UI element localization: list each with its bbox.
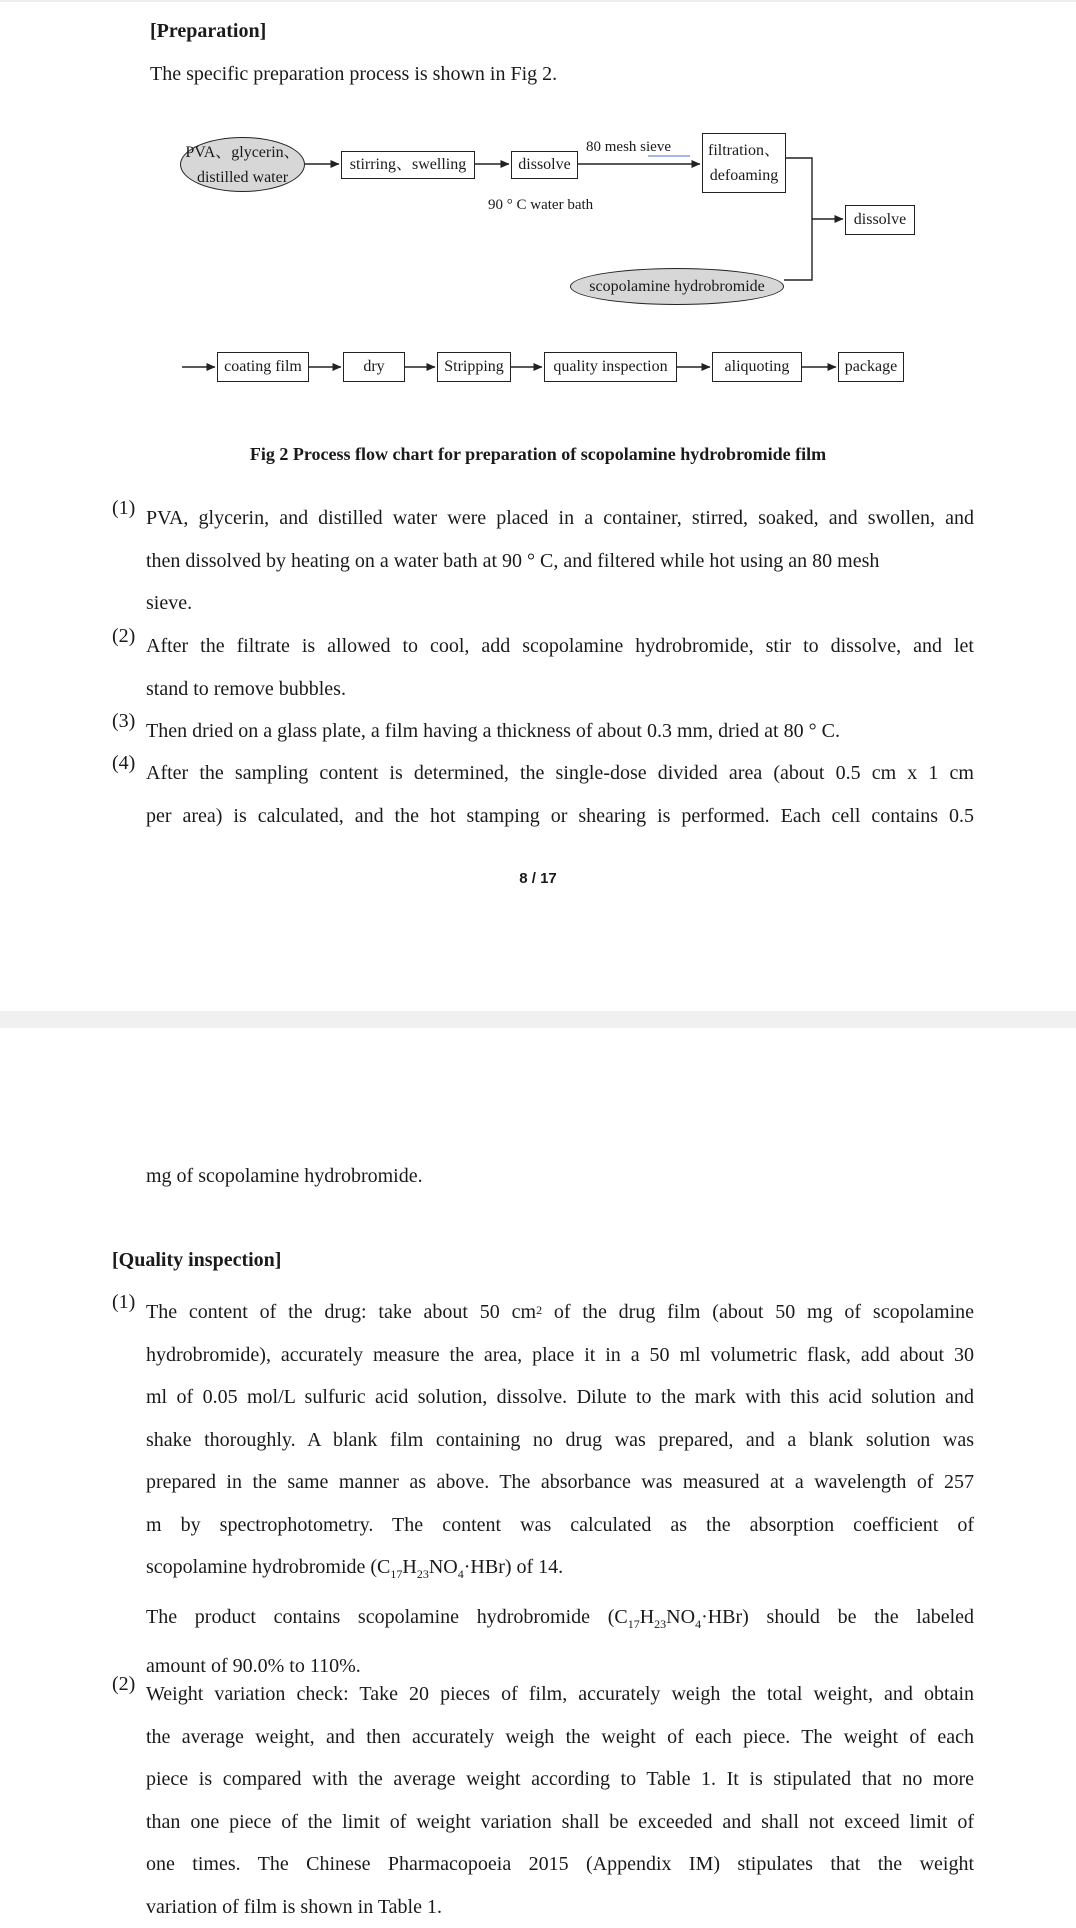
start-node-line2: distilled water bbox=[197, 165, 288, 190]
item-line: m by spectrophotometry. The content was calculated as the absorption coefficient of bbox=[146, 1504, 974, 1547]
subscript: 17 bbox=[390, 1567, 402, 1581]
subscript: 23 bbox=[654, 1617, 666, 1631]
item-line: shake thoroughly. A blank film containing no drug was prepared, and a blank solution was bbox=[146, 1419, 974, 1462]
flow-step-aliquoting: aliquoting bbox=[712, 352, 802, 382]
additive-node-label: scopolamine hydrobromide bbox=[589, 277, 765, 297]
flow-label-water-bath: 90 ° C water bath bbox=[488, 197, 593, 214]
flow-step-dissolve: dissolve bbox=[511, 151, 578, 179]
flow-step-stirring-swelling: stirring、swelling bbox=[341, 151, 475, 179]
item-line: ml of 0.05 mol/L sulfuric acid solution, dissolve. Dilute to the mark with this acid solution and bbox=[146, 1376, 974, 1419]
flow-step-stripping: Stripping bbox=[437, 352, 511, 382]
item-number: (3) bbox=[112, 710, 135, 733]
flow-step-dissolve-2: dissolve bbox=[845, 205, 915, 235]
item-number: (2) bbox=[112, 1673, 135, 1696]
item-number: (4) bbox=[112, 752, 135, 775]
item-line: hydrobromide), accurately measure the area, place it in a 50 ml volumetric flask, add about 30 bbox=[146, 1334, 974, 1377]
text-fragment: · bbox=[464, 1556, 471, 1578]
item-line: Weight variation check: Take 20 pieces of film, accurately weigh the total weight, and obtain bbox=[146, 1673, 974, 1716]
item-line bbox=[146, 1291, 974, 1334]
intro-paragraph: The specific preparation process is shown in Fig 2. bbox=[150, 63, 557, 86]
item-line: the average weight, and then accurately weigh the weight of each piece. The weight of each bbox=[146, 1716, 974, 1759]
subscript: 4 bbox=[695, 1617, 701, 1631]
text-fragment: of the drug film (about 50 mg of scopolamine bbox=[542, 1301, 974, 1323]
item-line: prepared in the same manner as above. The absorbance was measured at a wavelength of 257 bbox=[146, 1461, 974, 1504]
text-fragment: The content of the drug: take about 50 cm bbox=[146, 1301, 536, 1323]
text-fragment: H bbox=[402, 1556, 416, 1578]
filtration-line1: filtration、 bbox=[708, 138, 780, 163]
item-number: (1) bbox=[112, 1291, 135, 1314]
item-line: one times. The Chinese Pharmacopoeia 2015 (Appendix IM) stipulates that the weight bbox=[146, 1843, 974, 1886]
filtration-line2: defoaming bbox=[710, 163, 778, 188]
quality-item-1 bbox=[112, 1291, 974, 1688]
item-line: PVA, glycerin, and distilled water were placed in a container, stirred, soaked, and swollen, and bbox=[146, 497, 974, 540]
connector-filtration-bracket bbox=[784, 158, 812, 280]
flow-step-package: package bbox=[838, 352, 904, 382]
quality-item-2 bbox=[112, 1673, 974, 1928]
item-line: variation of film is shown in Table 1. bbox=[146, 1886, 974, 1928]
document-page-9 bbox=[0, 1028, 1076, 1920]
item-line: piece is compared with the average weight according to Table 1. It is stipulated that no more bbox=[146, 1758, 974, 1801]
continuation-text: mg of scopolamine hydrobromide. bbox=[146, 1165, 423, 1188]
subscript: 4 bbox=[458, 1567, 464, 1581]
text-fragment: NO bbox=[666, 1606, 695, 1628]
page-separator bbox=[0, 1011, 1076, 1028]
page-number: 8 / 17 bbox=[0, 870, 1076, 887]
start-node-line1: PVA、glycerin、 bbox=[185, 140, 299, 165]
item-number: (1) bbox=[112, 497, 135, 520]
item-number: (2) bbox=[112, 625, 135, 648]
item-line: Then dried on a glass plate, a film having a thickness of about 0.3 mm, dried at 80 ° C. bbox=[146, 710, 974, 753]
item-line: After the filtrate is allowed to cool, add scopolamine hydrobromide, stir to dissolve, and let bbox=[146, 625, 974, 668]
text-fragment: HBr) should be the labeled bbox=[708, 1606, 974, 1628]
flow-node-start-materials bbox=[180, 137, 305, 192]
text-fragment: HBr) of 14. bbox=[470, 1556, 563, 1578]
text-fragment: NO bbox=[429, 1556, 458, 1578]
section-heading-quality-inspection: [Quality inspection] bbox=[112, 1249, 281, 1272]
flow-step-quality-inspection: quality inspection bbox=[544, 352, 677, 382]
flow-step-dry: dry bbox=[343, 352, 405, 382]
flow-step-filtration-defoaming bbox=[702, 133, 786, 193]
item-line: then dissolved by heating on a water bath at 90 ° C, and filtered while hot using an 80 mesh bbox=[146, 540, 974, 583]
flow-label-80-mesh-sieve: 80 mesh sieve bbox=[586, 139, 671, 156]
item-line: amount of 90.0% to 110%. bbox=[146, 1645, 974, 1688]
item-line: After the sampling content is determined, the single-dose divided area (about 0.5 cm x 1 cm bbox=[146, 752, 974, 795]
item-line: than one piece of the limit of weight variation shall be exceeded and shall not exceed limit of bbox=[146, 1801, 974, 1844]
text-fragment: · bbox=[701, 1606, 708, 1628]
text-fragment: scopolamine hydrobromide (C bbox=[146, 1556, 390, 1578]
item-line-formula bbox=[146, 1546, 974, 1596]
superscript: 2 bbox=[536, 1303, 542, 1317]
text-fragment: The product contains scopolamine hydrobromide (C bbox=[146, 1606, 628, 1628]
section-heading-preparation: [Preparation] bbox=[150, 20, 266, 43]
prep-item-1 bbox=[112, 497, 974, 625]
item-line: stand to remove bubbles. bbox=[146, 668, 974, 711]
text-fragment: H bbox=[640, 1606, 654, 1628]
prep-item-2 bbox=[112, 625, 974, 710]
item-line: per area) is calculated, and the hot stamping or shearing is performed. Each cell contains 0.5 bbox=[146, 795, 974, 838]
subscript: 17 bbox=[628, 1617, 640, 1631]
flow-node-scopolamine-hydrobromide bbox=[570, 268, 784, 305]
figure-caption: Fig 2 Process flow chart for preparation of scopolamine hydrobromide film bbox=[0, 444, 1076, 465]
prep-item-3 bbox=[112, 710, 974, 753]
item-line-formula bbox=[146, 1596, 974, 1646]
subscript: 23 bbox=[417, 1567, 429, 1581]
prep-item-4 bbox=[112, 752, 974, 837]
item-line: sieve. bbox=[146, 582, 974, 625]
flow-step-coating-film: coating film bbox=[217, 352, 309, 382]
